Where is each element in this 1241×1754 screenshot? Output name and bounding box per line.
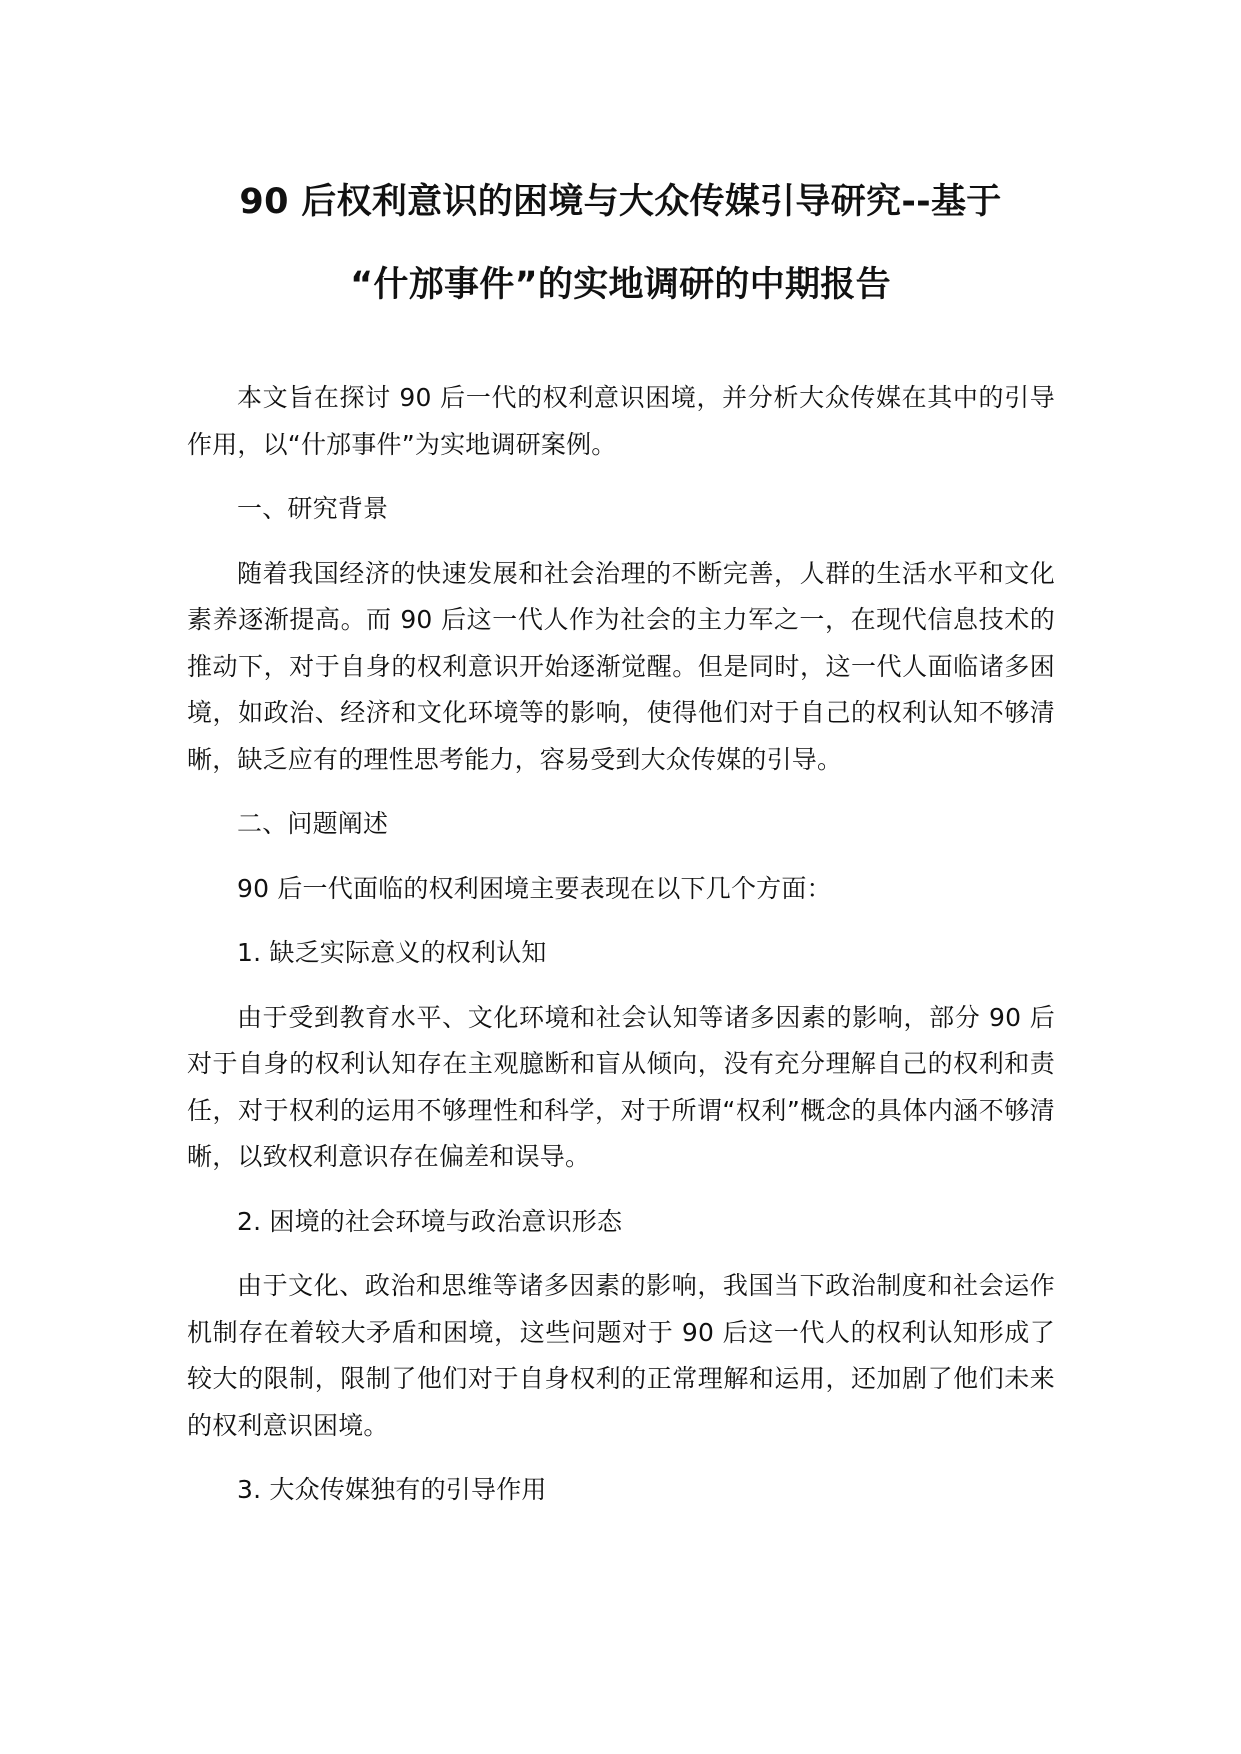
item-heading-3: 3. 大众传媒独有的引导作用 — [237, 1475, 547, 1504]
section-heading-background: 一、研究背景 — [237, 494, 389, 523]
document-title-line-2: “什邡事件”的实地调研的中期报告 — [350, 265, 891, 305]
section-heading-problem: 二、问题阐述 — [237, 809, 389, 838]
intro-paragraph: 本文旨在探讨 90 后一代的权利意识困境，并分析大众传媒在其中的引导作用，以“什邡事件”为实地调研案例。 — [187, 383, 1055, 459]
document-title-line-1: 90 后权利意识的困境与大众传媒引导研究--基于 — [239, 182, 1002, 222]
background-paragraph: 随着我国经济的快速发展和社会治理的不断完善，人群的生活水平和文化素养逐渐提高。而 90 后这一代人作为社会的主力军之一，在现代信息技术的推动下，对于自身的权利意识开始逐渐觉醒。但是同时，这一代人面临诸多困境，如政治、经济和文化环境等的影响，使得他们对于自己的权利认知不够清晰，缺乏应有的理性思考能力，容易受到大众传媒的引导。 — [187, 558, 1055, 774]
item-heading-1: 1. 缺乏实际意义的权利认知 — [237, 938, 547, 967]
document-body — [187, 375, 1055, 1532]
item-paragraph-2: 由于文化、政治和思维等诸多因素的影响，我国当下政治制度和社会运作机制存在着较大矛盾和困境，这些问题对于 90 后这一代人的权利认知形成了较大的限制，限制了他们对于自身权利的正常理解和运用，还加剧了他们未来的权利意识困境。 — [187, 1271, 1055, 1440]
item-heading-2: 2. 困境的社会环境与政治意识形态 — [237, 1206, 623, 1236]
item-paragraph-1: 由于受到教育水平、文化环境和社会认知等诸多因素的影响，部分 90 后对于自身的权利认知存在主观臆断和盲从倾向，没有充分理解自己的权利和责任，对于权利的运用不够理性和科学，对于所谓“权利”概念的具体内涵不够清晰，以致权利意识存在偏差和误导。 — [187, 1002, 1055, 1171]
problem-intro: 90 后一代面临的权利困境主要表现在以下几个方面： — [237, 873, 832, 903]
